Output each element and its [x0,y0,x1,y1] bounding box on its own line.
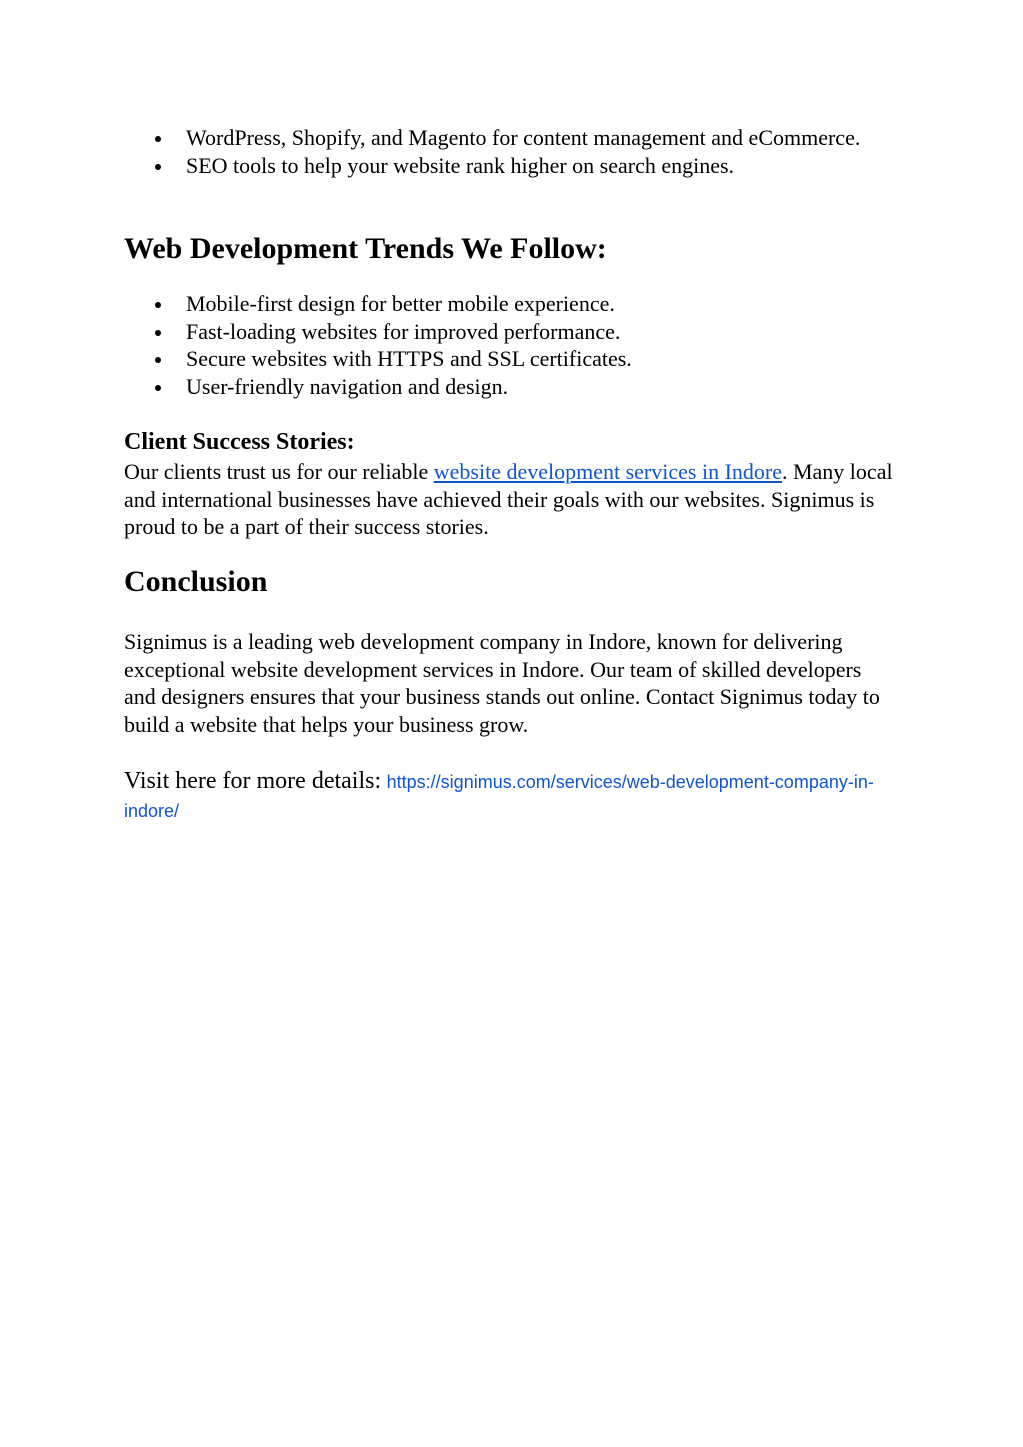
bullet-icon [155,302,161,308]
list-item [124,318,884,346]
trends-bullet-list [124,290,884,400]
bullet-icon [155,385,161,391]
list-item [124,290,884,318]
paragraph-text: . Many local and international businesses have achieved their goals with our websites. Signimus is proud to be a part of their success stories. [124,459,893,539]
trends-heading: Web Development Trends We Follow: [124,232,607,265]
paragraph-text: Our clients trust us for our reliable [124,459,434,484]
bullet-icon [155,330,161,336]
conclusion-heading: Conclusion [124,565,268,598]
bullet-icon [155,164,161,170]
bullet-icon [155,136,161,142]
list-item-text: Mobile-first design for better mobile experience. [186,291,615,316]
website-development-services-link[interactable]: website development services in Indore [433,459,782,484]
list-item-text: Secure websites with HTTPS and SSL certificates. [186,346,632,371]
visit-label: Visit here for more details: [124,768,382,794]
list-item-text: Fast-loading websites for improved performance. [186,318,621,344]
tools-bullet-list [124,124,884,179]
list-item-text: User-friendly navigation and design. [186,373,509,399]
list-item-text: SEO tools to help your website rank higher on search engines. [186,152,735,178]
client-success-heading: Client Success Stories: [124,429,355,455]
list-item [124,373,884,401]
conclusion-paragraph: Signimus is a leading web development company in Indore, known for delivering exceptional website development services in Indore. Our team of skilled developers and designers ensures that your business stands out online. Contact Signimus today to build a website that helps your business grow. [124,629,880,737]
list-item [124,345,884,373]
bullet-icon [155,357,161,363]
visit-paragraph [124,767,894,824]
list-item-text: WordPress, Shopify, and Magento for content management and eCommerce. [186,125,861,150]
client-success-paragraph [124,458,894,541]
list-item [124,152,884,180]
list-item [124,124,884,152]
signimus-url-link[interactable]: https://signimus.com/services/web-development-company-in-indore/ [124,772,874,821]
